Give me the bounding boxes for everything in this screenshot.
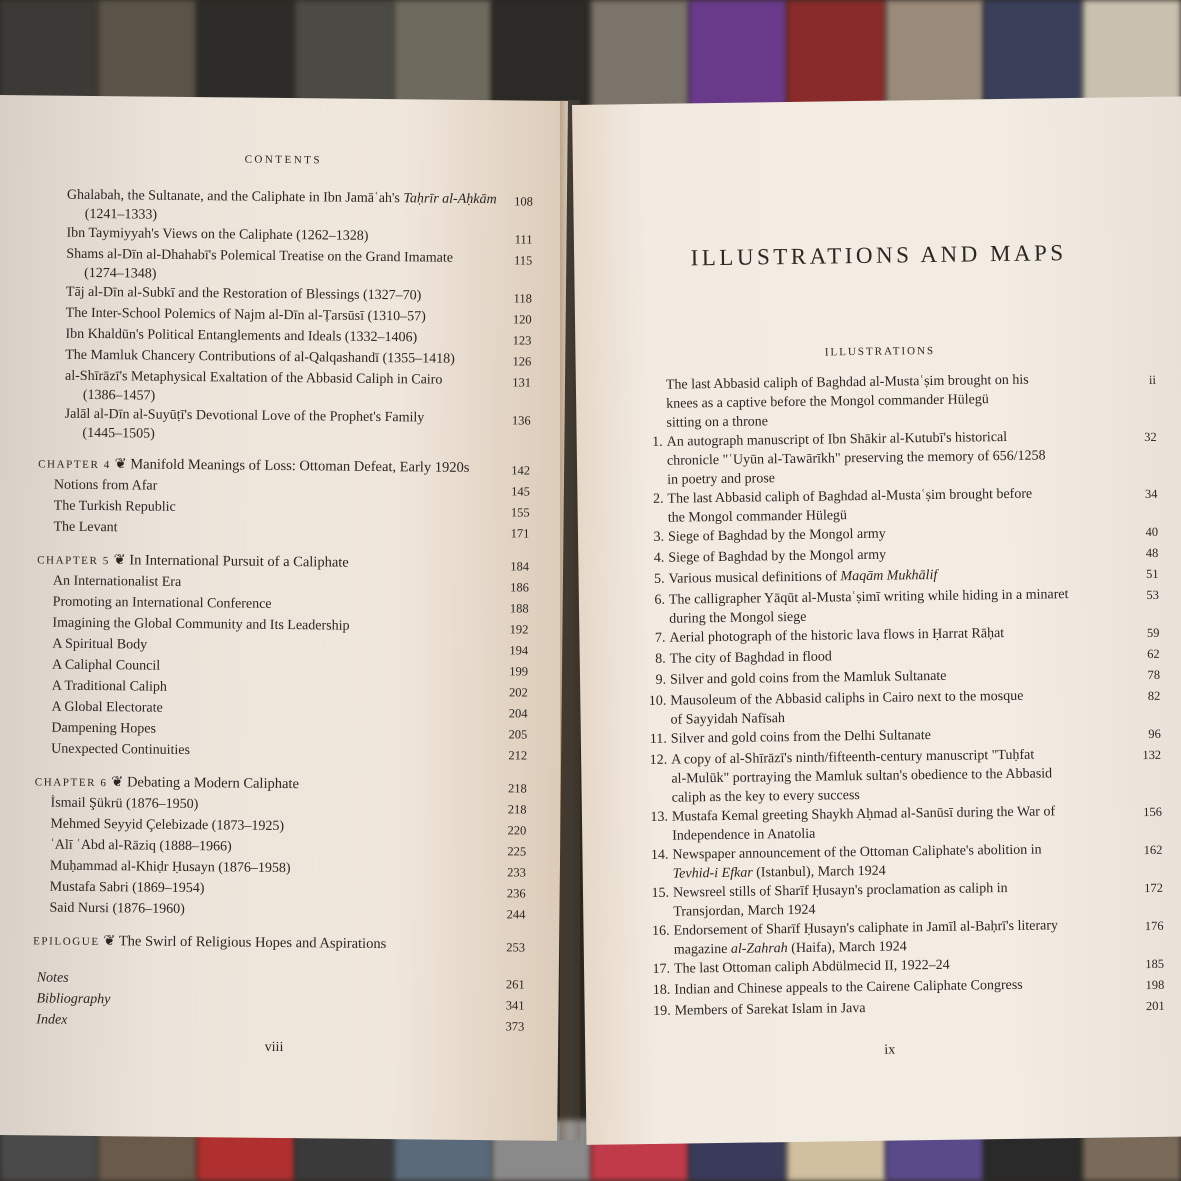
toc-entry-line: Ibn Khaldūn's Political Entanglements and Ideals (1332–1406): [65, 326, 418, 346]
toc-page-number: 184: [510, 559, 530, 574]
toc-page-number: 108: [514, 194, 533, 209]
toc-page-number: 218: [507, 781, 527, 796]
illustration-page-number: 62: [1147, 646, 1160, 662]
illustration-caption: [641, 427, 1046, 490]
illustration-entry: [641, 426, 1158, 490]
caption-line: Independence in Anatolia: [672, 826, 816, 844]
illustration-caption: [644, 687, 1024, 730]
illustration-page-number: 34: [1144, 486, 1158, 502]
illustration-entry: [645, 744, 1162, 808]
illustration-number: 8.: [655, 651, 666, 667]
chapter-name: Debating a Modern Caliphate: [126, 774, 300, 793]
caption-line: caliph as the key to every success: [671, 788, 860, 806]
toc-page-number: 194: [509, 643, 529, 658]
illustration-caption: [645, 745, 1052, 808]
caption-line: al-Mulūk" portraying the Mamluk sultan's obedience to the Abbasid: [671, 766, 1053, 787]
toc-page-number: 155: [510, 505, 530, 520]
illustration-caption: [646, 841, 1042, 885]
illustration-page-number: 176: [1144, 918, 1164, 934]
illustration-number: 15.: [651, 885, 670, 901]
illustration-number: 12.: [649, 752, 668, 768]
illustration-caption: [641, 485, 1032, 528]
illustration-number: 17.: [652, 961, 671, 977]
toc-page-number: 145: [511, 484, 530, 499]
contents-list: [24, 185, 533, 1036]
chapter-title: [25, 931, 386, 955]
illustration-number: 16.: [651, 923, 670, 939]
toc-section: [29, 517, 529, 543]
illustration-page-number: 156: [1143, 804, 1163, 820]
caption-line: The last Abbasid caliph of Baghdad al-Mustaʿṣim brought before: [667, 486, 1033, 507]
illustration-page-number: 32: [1144, 429, 1157, 445]
chapter-name: In International Pursuit of a Caliphate: [129, 552, 349, 571]
toc-page-number: 204: [508, 706, 528, 721]
toc-entry-line: al-Shīrāzī's Metaphysical Exaltation of the Abbasid Caliph in Cairo: [64, 368, 443, 388]
caption-line: Endorsement of Sharīf Ḥusayn's caliphate in Jamīl al-Baḥrī's literary: [673, 918, 1059, 939]
toc-entry-title: [32, 223, 368, 246]
chapter-label: CHAPTER 6: [34, 776, 108, 790]
illustration-number: 9.: [655, 672, 667, 688]
ornament-icon: ❦: [109, 552, 130, 569]
back-matter-item: [24, 1010, 524, 1036]
illustration-number: 11.: [649, 731, 667, 747]
caption-line: Indian and Chinese appeals to the Cairene Caliphate Congress: [674, 977, 1023, 998]
ornament-icon: ❦: [99, 933, 119, 950]
toc-entry-title: [33, 185, 497, 228]
toc-section-title: Mehmed Seyyid Çelebizade (1873–1925): [50, 816, 285, 835]
chapter-name: The Swirl of Religious Hopes and Aspirations: [118, 933, 387, 953]
illustration-page-number: 162: [1143, 842, 1163, 858]
back-matter-title: Bibliography: [36, 991, 111, 1008]
illustration-page-number: 40: [1145, 524, 1159, 540]
toc-section-title: Notions from Afar: [53, 477, 158, 494]
toc-section-title: A Traditional Caliph: [51, 678, 168, 695]
illustration-page-number: 201: [1145, 998, 1165, 1014]
toc-entry-line: Jalāl al-Dīn al-Suyūṭī's Devotional Love of the Prophet's Family: [64, 406, 425, 426]
toc-page-number: 233: [507, 865, 526, 880]
chapter-label: EPILOGUE: [33, 935, 100, 949]
illustration-page-number: 53: [1146, 587, 1159, 603]
back-matter-title: Index: [36, 1012, 68, 1028]
toc-page-number: 131: [512, 375, 532, 390]
caption-line: Members of Sarekat Islam in Java: [674, 1000, 866, 1019]
toc-page-number: 136: [511, 413, 531, 428]
ornament-icon: ❦: [110, 456, 131, 473]
caption-line: A copy of al-Shīrāzī's ninth/fifteenth-century manuscript "Tuḥfat: [671, 747, 1035, 768]
toc-entry-title: [32, 303, 426, 326]
ornament-icon: ❦: [107, 774, 128, 791]
illustration-page-number: 82: [1147, 688, 1161, 704]
caption-line: of Sayyidah Nafīsah: [670, 711, 786, 728]
toc-page-number: 199: [509, 664, 529, 679]
illustration-number: 14.: [650, 847, 669, 863]
caption-line: Silver and gold coins from the Mamluk Sultanate: [669, 668, 947, 688]
toc-entry-title: [32, 282, 422, 305]
toc-page-number: 126: [512, 354, 532, 369]
toc-section-title: The Turkish Republic: [53, 498, 176, 515]
toc-page-number: 188: [509, 601, 529, 616]
left-page: [0, 95, 568, 1141]
caption-line: Newspaper announcement of the Ottoman Caliphate's abolition in: [672, 842, 1042, 863]
toc-entry: [32, 244, 532, 287]
page-number-right: ix: [884, 1042, 896, 1058]
caption-line: The last Ottoman caliph Abdülmecid II, 1922–24: [673, 957, 950, 977]
right-page: [572, 96, 1181, 1144]
toc-page-number: 202: [508, 685, 528, 700]
caption-line: Newsreel stills of Sharīf Ḥusayn's proclamation as caliph in: [672, 880, 1008, 901]
caption-line: Siege of Baghdad by the Mongol army: [668, 547, 887, 566]
toc-entry: [30, 404, 530, 447]
caption-line: chronicle "ʿUyūn al-Tawārīkh" preserving the memory of 656/1258: [666, 448, 1046, 469]
toc-entry-title: [31, 366, 443, 408]
caption-italic: Tevhid-i Efkar: [672, 865, 753, 882]
caption-line: Aerial photograph of the historic lava flows in Ḥarrat Rāḥat: [669, 626, 1005, 646]
toc-section-title: Promoting an International Conference: [52, 594, 272, 612]
illustration-page-number: ii: [1148, 372, 1156, 387]
toc-entry-line: Shams al-Dīn al-Dhahabī's Polemical Treatise on the Grand Imamate: [66, 246, 454, 266]
toc-page-number: 111: [514, 232, 533, 247]
caption-line: in poetry and prose: [667, 471, 776, 488]
caption-line: Transjordan, March 1924: [673, 902, 816, 920]
toc-entry-line: Ibn Taymiyyah's Views on the Caliphate (1262–1328): [66, 225, 369, 244]
toc-page-number: 205: [508, 727, 528, 742]
toc-page-number: 171: [510, 526, 530, 541]
toc-page-number: 115: [513, 253, 533, 268]
illustration-page-number: 198: [1145, 977, 1165, 993]
illustration-caption: [643, 624, 1004, 648]
illustration-number: 6.: [654, 592, 666, 608]
toc-section: [25, 898, 525, 924]
caption-line: during the Mongol siege: [669, 609, 807, 627]
toc-entry-title: [31, 345, 455, 368]
illustration-number: 4.: [653, 550, 665, 566]
illustration-page-number: 59: [1146, 625, 1160, 641]
caption-line: An autograph manuscript of Ibn Shākir al-Kutubī's historical: [666, 429, 1008, 450]
caption-italic: Maqām Mukhālif: [840, 567, 938, 585]
illustration-caption: [640, 371, 1030, 433]
caption-text: magazine: [673, 941, 732, 958]
illustration-number: 18.: [652, 982, 671, 998]
illustration-page-number: 185: [1145, 956, 1165, 972]
caption-line: Silver and gold coins from the Delhi Sultanate: [670, 728, 932, 747]
chapter-label: CHAPTER 5: [37, 554, 110, 568]
illustration-caption: [649, 999, 866, 1021]
toc-page-number: 220: [507, 823, 527, 838]
toc-section-title: An Internationalist Era: [52, 573, 182, 590]
caption-italic: al-Zahrah: [730, 941, 788, 957]
toc-entry-line: Tāj al-Dīn al-Subkī and the Restoration of Blessings (1327–70): [65, 284, 422, 304]
illustration-page-number: 172: [1144, 880, 1164, 896]
caption-text: (Istanbul), March 1924: [752, 863, 886, 881]
toc-entry-line: The Mamluk Chancery Contributions of al-Qalqashandī (1355–1418): [65, 347, 455, 367]
illustration-number: 7.: [654, 630, 666, 646]
caption-line: Siege of Baghdad by the Mongol army: [667, 526, 886, 545]
illustration-caption: [647, 916, 1058, 960]
toc-entry-title: [30, 404, 424, 446]
toc-entry-line: (1241–1333): [84, 206, 158, 223]
toc-section-title: Muḥammad al-Khiḍr Ḥusayn (1876–1958): [49, 858, 291, 877]
toc-page-number: 142: [511, 463, 531, 478]
toc-page-number: 244: [506, 907, 526, 922]
toc-section-title: A Caliphal Council: [51, 657, 161, 674]
page-title: ILLUSTRATIONS AND MAPS: [690, 240, 1067, 271]
toc-section-title: The Levant: [53, 519, 118, 536]
toc-entry-title: [31, 324, 417, 347]
illustration-caption: [644, 647, 832, 669]
chapter-title: [29, 550, 349, 573]
illustration-caption: [644, 667, 947, 690]
illustration-caption: [643, 585, 1069, 629]
illustration-caption: [642, 546, 886, 568]
illustration-number: 3.: [653, 529, 665, 545]
illustration-number: 13.: [650, 809, 669, 825]
toc-page-number: 118: [513, 291, 532, 306]
toc-page-number: 212: [508, 748, 528, 763]
chapter-name: Manifold Meanings of Loss: Ottoman Defeat, Early 1920s: [130, 456, 470, 476]
frontispiece-entry: [640, 369, 1157, 433]
toc-entry-line: Ghalabah, the Sultanate, and the Caliphate in Ibn Jamāʿah's: [66, 187, 404, 207]
toc-section-title: ʿAlī ʿAbd al-Rāziq (1888–1966): [50, 837, 232, 855]
toc-entry-title: [32, 244, 453, 286]
caption-line: sitting on a throne: [666, 414, 769, 431]
toc-entry-line: (1274–1348): [84, 265, 157, 282]
toc-page-number: 261: [505, 977, 525, 992]
toc-entry-italic: Taḥrīr al-Aḥkām: [403, 191, 497, 208]
toc-page-number: 218: [507, 802, 527, 817]
toc-section-title: İsmail Şükrü (1876–1950): [50, 795, 199, 813]
toc-section-title: A Global Electorate: [51, 699, 163, 716]
running-head: CONTENTS: [244, 153, 323, 167]
toc-section-title: Said Nursi (1876–1960): [49, 900, 185, 917]
illustration-page-number: 51: [1146, 566, 1159, 582]
caption-line: The last Abbasid caliph of Baghdad al-Mustaʿṣim brought on his: [665, 372, 1029, 393]
toc-section-title: Unexpected Continuities: [51, 741, 191, 759]
caption-line: The city of Baghdad in flood: [669, 649, 832, 667]
toc-section: [27, 739, 527, 765]
toc-section-title: Imagining the Global Community and Its Leadership: [52, 615, 350, 634]
illustration-number: 19.: [653, 1003, 671, 1019]
toc-page-number: 253: [506, 940, 526, 955]
toc-page-number: 225: [507, 844, 527, 859]
illustration-caption: [642, 525, 886, 547]
back-matter-title: Notes: [36, 970, 69, 986]
toc-page-number: 120: [512, 312, 532, 327]
caption-line: knees as a captive before the Mongol commander Hülegü: [666, 392, 989, 412]
toc-section-title: Dampening Hopes: [51, 720, 157, 737]
toc-page-number: 123: [512, 333, 532, 348]
toc-section-title: A Spiritual Body: [52, 636, 148, 653]
illustrations-list: [640, 369, 1165, 1023]
chapter-title: [27, 772, 299, 795]
section-heading: ILLUSTRATIONS: [824, 344, 936, 359]
illustration-page-number: 78: [1147, 667, 1161, 683]
caption-line: Mausoleum of the Abbasid caliphs in Cairo next to the mosque: [670, 688, 1024, 709]
illustration-number: 5.: [654, 571, 665, 587]
caption-line: The calligrapher Yāqūt al-Mustaʿṣimī writing while hiding in a minaret: [668, 587, 1069, 608]
illustration-page-number: 96: [1148, 726, 1161, 742]
toc-page-number: 341: [505, 998, 525, 1013]
toc-entry-line: (1386–1457): [82, 387, 156, 404]
illustration-number: 2.: [652, 491, 664, 507]
illustration-number: 1.: [652, 434, 663, 450]
chapter-label: CHAPTER 4: [38, 458, 111, 472]
toc-section-title: Mustafa Sabri (1869–1954): [49, 879, 205, 897]
illustration-caption: [646, 802, 1056, 846]
toc-page-number: 192: [509, 622, 529, 637]
caption-line: Various musical definitions of: [668, 569, 841, 587]
toc-page-number: 373: [505, 1019, 525, 1034]
page-number-left: viii: [264, 1039, 284, 1056]
toc-entry: [31, 366, 531, 409]
illustration-page-number: 48: [1145, 545, 1159, 561]
toc-page-number: 236: [506, 886, 526, 901]
illustration-caption: [645, 726, 931, 749]
illustration-caption: [643, 566, 938, 589]
illustration-caption: [648, 956, 950, 979]
caption-line: the Mongol commander Hülegü: [667, 508, 848, 526]
toc-entry-line: The Inter-School Polemics of Najm al-Dīn al-Ṭarsūsī (1310–57): [65, 305, 426, 325]
illustration-caption: [647, 879, 1008, 922]
illustration-number: 10.: [648, 693, 667, 709]
illustration-caption: [648, 976, 1023, 1000]
toc-entry-line: (1445–1505): [82, 425, 155, 442]
caption-line: Mustafa Kemal greeting Shaykh Aḥmad al-Sanūsī during the War of: [671, 804, 1056, 825]
toc-page-number: 186: [510, 580, 529, 595]
caption-text: (Haifa), March 1924: [787, 939, 907, 957]
toc-entry: [33, 185, 533, 228]
illustration-page-number: 132: [1142, 747, 1162, 763]
